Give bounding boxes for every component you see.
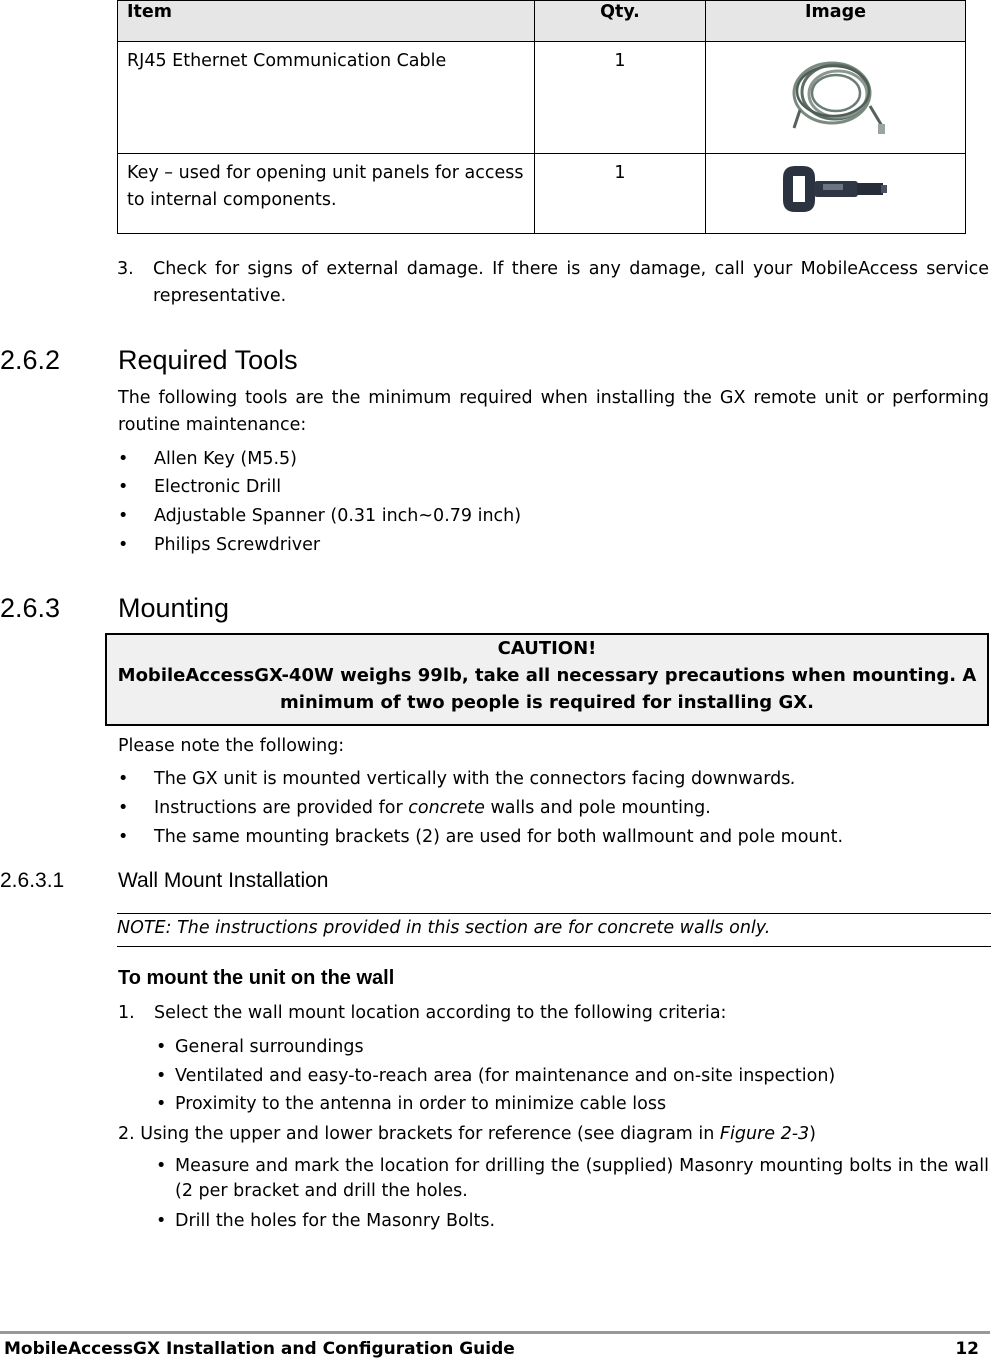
table-row [118,154,966,234]
tools-intro: The following tools are the minimum required when installing the GX remote unit or performing routine maintenance: [118,388,989,435]
column-header-image: Image [706,1,966,42]
caution-title: CAUTION! [497,638,597,659]
section-title: Wall Mount Installation [118,869,329,892]
table-header-row [118,1,966,42]
page-number: 12 [955,1339,979,1359]
section-heading-2-6-3 [0,593,993,627]
column-header-item: Item [118,1,535,42]
note-box: NOTE: The instructions provided in this section are for concrete walls only. [117,913,991,947]
mounting-intro: Please note the following: [118,736,345,756]
table-cell-item: Key – used for opening unit panels for access to internal components. [118,154,535,234]
table-cell-image [706,42,966,154]
section-title: Mounting [118,593,230,623]
step-text: Check for signs of external damage. If there is any damage, call your MobileAccess service representative. [153,259,989,306]
table-row [118,42,966,154]
section-heading-2-6-2 [0,345,993,379]
list-item: • Measure and mark the location for drilling the (supplied) Masonry mounting bolts in the wall (2 per bracket and drill the holes. [156,1156,989,1201]
column-header-qty: Qty. [535,1,706,42]
step-text: Select the wall mount location according to the following criteria: [154,1003,727,1023]
footer-divider [0,1331,990,1334]
table-cell-image [706,154,966,234]
section-number: 2.6.3.1 [0,869,65,892]
step-3 [117,256,989,310]
procedure-title: To mount the unit on the wall [118,967,395,989]
step-2: 2. Using the upper and lower brackets for reference (see diagram in Figure 2-3) [118,1124,816,1144]
table-cell-qty: 1 [535,154,706,234]
figure-reference: Figure 2-3 [719,1124,810,1144]
step-number: 3. [117,259,134,279]
caution-text: MobileAccessGX-40W weighs 99lb, take all necessary precautions when mounting. A minimum of two people is required for installing GX. [117,665,977,713]
parts-table [117,0,966,234]
table-cell-item: RJ45 Ethernet Communication Cable [118,42,535,154]
caution-box [105,633,989,726]
step-number: 1. [118,1003,135,1023]
cable-coil-image [786,48,886,138]
section-heading-2-6-3-1 [0,869,993,897]
section-number: 2.6.2 [0,345,61,375]
key-image [781,160,891,218]
footer-title: MobileAccessGX Installation and Configuration Guide [4,1339,515,1359]
section-number: 2.6.3 [0,593,61,623]
table-cell-qty: 1 [535,42,706,154]
section-title: Required Tools [118,345,298,375]
